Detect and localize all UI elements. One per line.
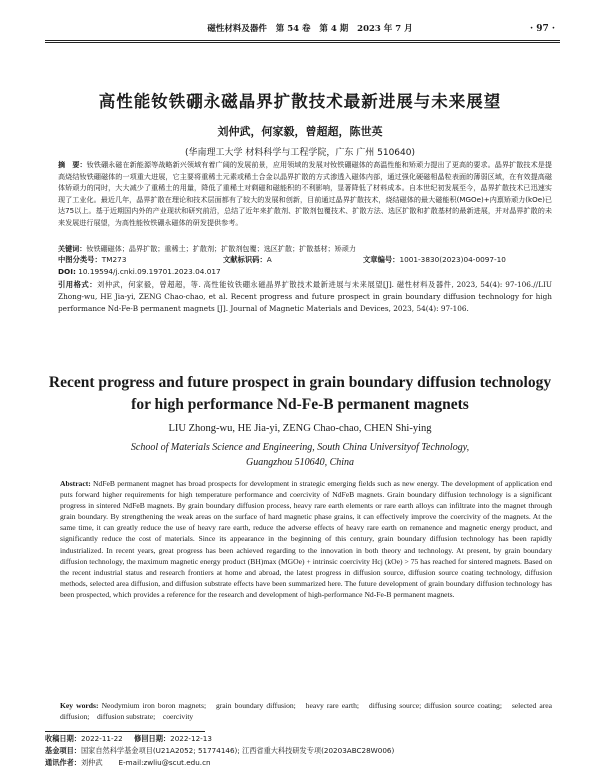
en-abstract	[60, 478, 552, 600]
citation-label: 引用格式：	[58, 280, 98, 289]
doc-code-label: 文献标识码：	[223, 255, 267, 264]
fund-label: 基金项目：	[45, 746, 81, 755]
volume: 第 54 卷	[275, 24, 311, 34]
classification-row	[58, 255, 552, 266]
doi-value[interactable]: 10.19594/j.cnki.09.19701.2023.04.017	[78, 267, 221, 276]
en-abstract-label: Abstract:	[60, 479, 91, 488]
issue-date: 2023 年 7 月	[357, 24, 413, 34]
cn-title: 高性能钕铁硼永磁晶界扩散技术最新进展与未来展望	[98, 92, 502, 111]
citation-block	[58, 279, 552, 315]
clc-label: 中图分类号：	[58, 255, 102, 264]
received-label: 收稿日期：	[45, 734, 81, 743]
cn-keywords-label: 关键词：	[58, 244, 87, 253]
email-address[interactable]: zwliu@scut.edu.cn	[143, 758, 211, 767]
fund-text: 国家自然科学基金项目(U21A2052; 51774146); 江西省重大科技研发专项(20203ABC28W006)	[80, 746, 395, 755]
header-rule-thin	[45, 42, 560, 43]
cn-keywords	[58, 243, 552, 255]
en-abstract-text: NdFeB permanent magnet has broad prospects for development in strategic emerging fields such as new energy. The development of application end puts forward higher requirements for high temperature performance and coercivity of NdFeB magnets. Grain boundary diffusion technology is a significant progress in sintered NdFeB magnets. By grain boundary diffusion process, heavy rare earth elements or rare earth alloys can infiltrate into the magnet through grain boundary. By strengthening the weak areas on the surface of hard magnetic phase grains, it can effectively improve the coercivity of the magnets. At the same time, it can greatly reduce the use of heavy rare earth, reduce the adverse effects of heavy rare earth on remanence and magnetic energy product, and significantly reduce the cost of materials. Since its appearance in the beginning of this century, grain boundary diffusion technology has been rapidly industrialized. In recent years, great progress has been achieved regarding to the innovation in both theory and technology. At present, by grain boundary diffusion technology, the maximum magnetic energy product (BH)max (MGOe) + intrinsic coercivity Hcj (kOe) > 75 has reached for sintered magnets. Based on the recent industrial status and research frontiers at home and abroad, the latest progress in diffusion source, diffusion source coating technology, diffusion methods, selected area diffusion, and diffusion substrate effects have been summarized here. The future development of grain boundary diffusion technology has been prospected, which provides a reference for the research and development of high-performance Nd-Fe-B permanent magnets.	[60, 479, 552, 599]
clc-value: TM273	[101, 255, 127, 264]
revised-date: 2022-12-13	[170, 734, 212, 743]
citation-text: 刘仲武，何家毅，曾超超，等. 高性能钕铁硼永磁晶界扩散技术最新进展与未来展望[J]. 磁性材料及器件, 2023, 54(4): 97-106.//LIU Zhong-wu, HE Jia-yi, ZENG Chao-chao, et al. Recent progress and future prospect in grain boundary diffusion technology for high performance Nd-Fe-B permanent magnets [J]. Journal of Magnetic Materials and Devices, 2023, 54(4): 97-106.	[58, 280, 552, 313]
en-affiliation	[40, 440, 560, 470]
cn-keywords-text: 钕铁硼磁体；晶界扩散；重稀土；扩散剂；扩散剂包覆；选区扩散；扩散基材；矫顽力	[86, 244, 356, 253]
page-number: · 97 ·	[529, 24, 555, 34]
header-rule	[45, 40, 560, 41]
contact-label: 通讯作者：	[45, 758, 81, 767]
received-date: 2022-11-22	[80, 734, 123, 743]
cn-abstract-text: 钕铁硼永磁在新能源等战略新兴领域有着广阔的发展前景，应用领域的发展对钕铁硼磁体的高温性能和矫顽力提出了更高的要求。晶界扩散技术是提高烧结钕铁硼磁体的一项重大进展，它主要将重稀土元素或稀土合金以晶界扩散的方式渗透入磁体内部，通过强化硬磁相晶粒表面的薄弱区域，在有效提高磁体矫顽力的同时，大大减少了重稀土的用量，降低了重稀土对剩磁和磁能积的不利影响，显著降低了材料成本。自本世纪初发展至今，晶界扩散技术已迅速实现了工业化。最近几年，晶界扩散在理论和技术层面都有了较大的发展和创新，目前通过晶界扩散技术，烧结磁体的最大磁能积(MGOe)+内禀矫顽力(kOe)已达75以上。基于近期国内外的产业现状和研究前沿，总结了近年来扩散剂、扩散剂包覆技术、扩散方法、选区扩散和扩散基材的最新进展，并对晶界扩散的未来发展进行展望，为高性能钕铁硼永磁体的研发提供参考。	[58, 160, 553, 227]
cn-abstract	[58, 159, 552, 229]
cn-abstract-label: 摘 要：	[58, 160, 87, 169]
revised-label: 修回日期：	[134, 734, 171, 743]
issue: 第 4 期	[319, 24, 349, 34]
cn-authors: 刘仲武，何家毅，曾超超，陈世英	[217, 125, 383, 138]
footnote-contact	[45, 757, 560, 768]
journal-name: 磁性材料及器件	[207, 24, 267, 34]
article-no-value: 1001-3830(2023)04-0097-10	[399, 255, 506, 264]
cn-affiliation: (华南理工大学 材料科学与工程学院，广东 广州 510640)	[185, 148, 415, 158]
en-keywords-text: Neodymium iron boron magnets; grain boundary diffusion; heavy rare earth; diffusing source; diffusion source coating; selected area diffusion; diffusion substrate; coercivity	[60, 701, 552, 722]
en-title: Recent progress and future prospect in grain boundary diffusion technology for high performance Nd-Fe-B permanent magnets	[48, 374, 552, 413]
en-affiliation-line2: Guangzhou 510640, China	[245, 457, 355, 468]
doc-code-value: A	[266, 255, 272, 264]
email-label: E-mail:	[118, 758, 144, 767]
footnote-received	[45, 733, 560, 744]
running-header	[60, 22, 560, 36]
article-no-label: 文章编号：	[363, 255, 400, 264]
contact-name: 刘仲武	[80, 758, 103, 767]
footnote-fund	[45, 745, 560, 756]
en-authors: LIU Zhong-wu, HE Jia-yi, ZENG Chao-chao, CHEN Shi-ying	[168, 423, 432, 434]
en-keywords-label: Key words:	[60, 701, 99, 710]
doi-label: DOI:	[58, 267, 76, 276]
en-keywords	[60, 700, 552, 722]
footnote-rule	[45, 731, 205, 732]
en-affiliation-line1: School of Materials Science and Engineering, South China Universityof Technology,	[130, 442, 470, 453]
doi-row	[58, 267, 552, 276]
